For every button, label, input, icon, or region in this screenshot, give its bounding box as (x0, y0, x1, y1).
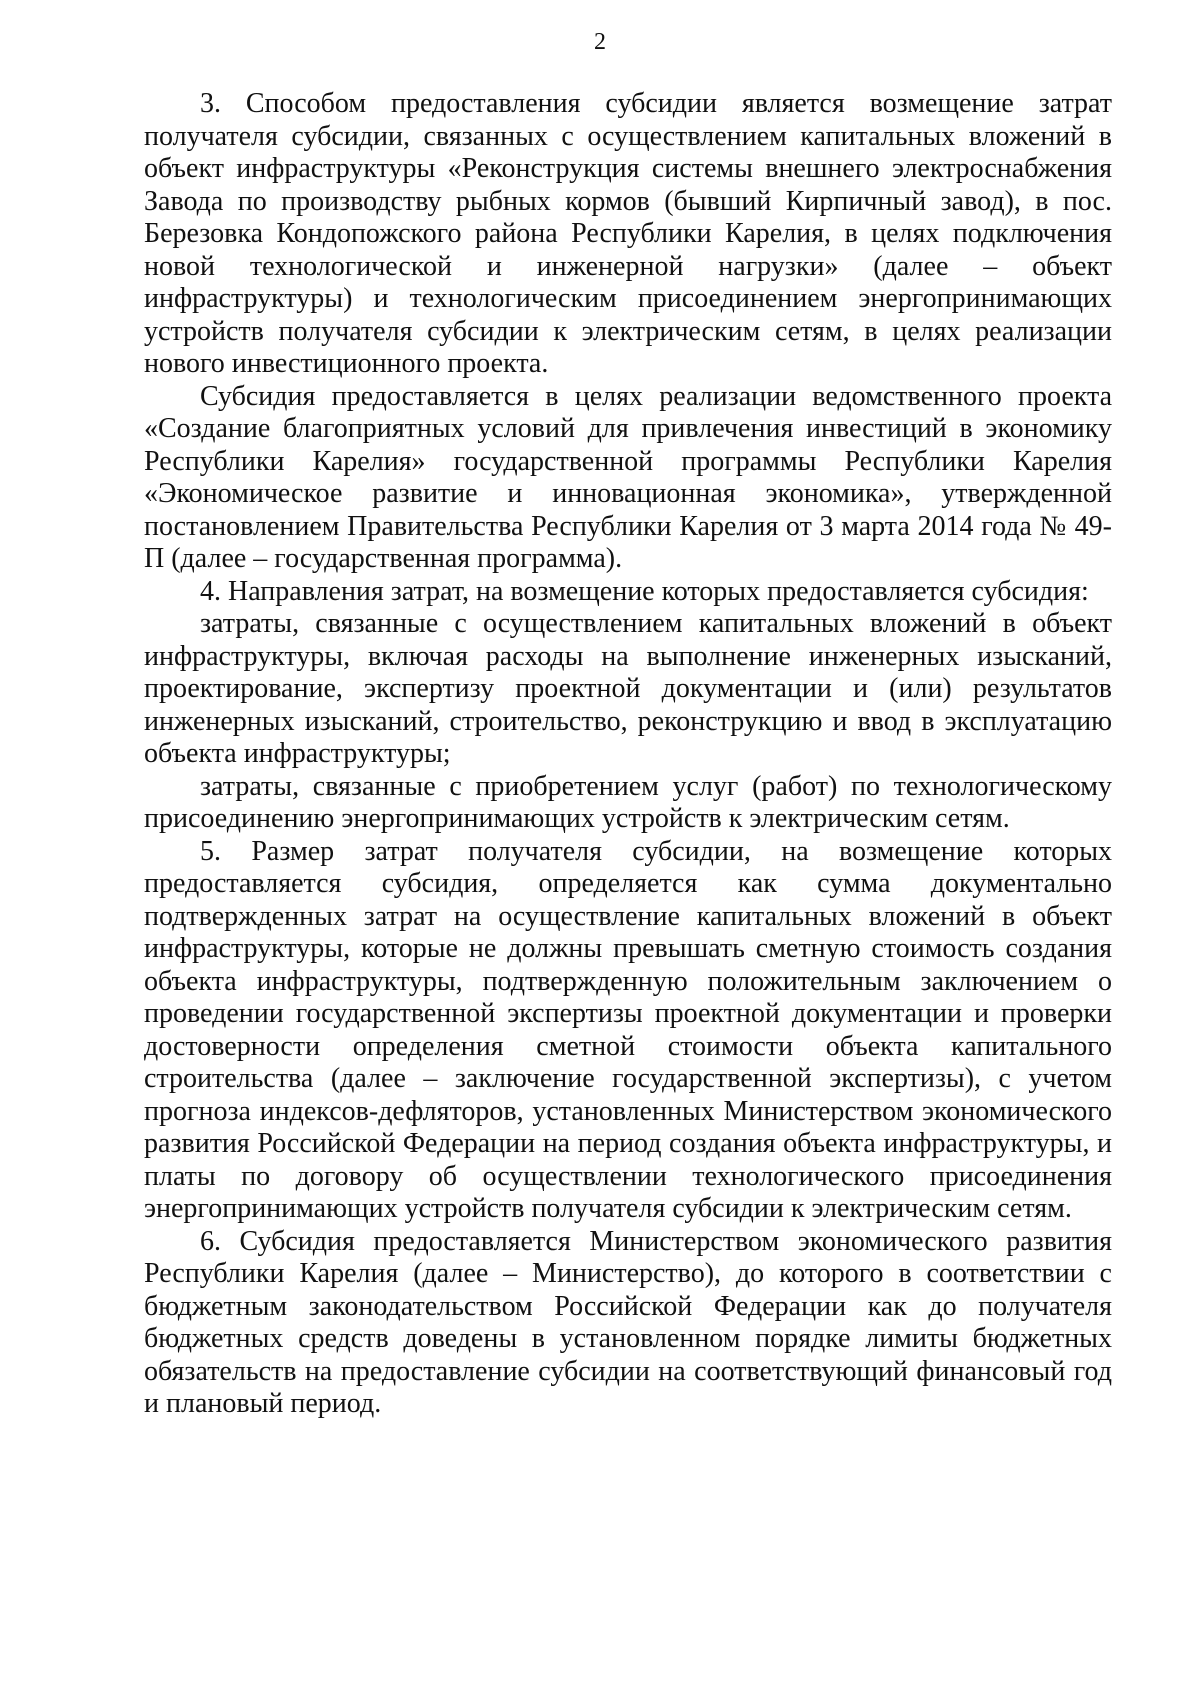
paragraph-5-amount: 5. Размер затрат получателя субсидии, на возмещение которых предоставляется субсидия, определяется как сумма документально подтвержденных затрат на осуществление капитальных вложений в объект инфраструктуры, которые не должны превышать сметную стоимость создания объекта инфраструктуры, подтвержденную положительным заключением о проведении государственной экспертизы проектной документации и проверки достоверности определения сметной стоимости объекта капитального строительства (далее – заключение государственной экспертизы), с учетом прогноза индексов-дефляторов, установленных Министерством экономического развития Российской Федерации на период создания объекта инфраструктуры, и платы по договору об осуществлении технологического присоединения энергопринимающих устройств получателя субсидии к электрическим сетям. (144, 835, 1112, 1224)
paragraph-connection-costs: затраты, связанные с приобретением услуг (работ) по технологическому присоединению энергопринимающих устройств к электрическим сетям. (144, 770, 1112, 834)
paragraph-purpose: Субсидия предоставляется в целях реализации ведомственного проекта «Создание благоприятных условий для привлечения инвестиций в экономику Республики Карелия» государственной программы Республики Карелия «Экономическое развитие и инновационная экономика», утвержденной постановлением Правительства Республики Карелия от 3 марта 2014 года № 49-П (далее – государственная программа). (144, 380, 1112, 574)
paragraph-3-method: 3. Способом предоставления субсидии является возмещение затрат получателя субсидии, связанных с осуществлением капитальных вложений в объект инфраструктуры «Реконструкция системы внешнего электроснабжения Завода по производству рыбных кормов (бывший Кирпичный завод), в пос. Березовка Кондопожского района Республики Карелия, в целях подключения новой технологической и инженерной нагрузки» (далее – объект инфраструктуры) и технологическим присоединением энергопринимающих устройств получателя субсидии к электрическим сетям, в целях реализации нового инвестиционного проекта. (144, 88, 1112, 379)
paragraph-capital-costs: затраты, связанные с осуществлением капитальных вложений в объект инфраструктуры, включая расходы на выполнение инженерных изысканий, проектирование, экспертизу проектной документации и (или) результатов инженерных изысканий, строительство, реконструкцию и ввод в эксплуатацию объекта инфраструктуры; (144, 608, 1112, 769)
document-body (144, 88, 1112, 1421)
paragraph-4-directions: 4. Направления затрат, на возмещение которых предоставляется субсидия: (200, 575, 1089, 607)
paragraph-6-ministry: 6. Субсидия предоставляется Министерством экономического развития Республики Карелия (далее – Министерство), до которого в соответствии с бюджетным законодательством Российской Федерации как до получателя бюджетных средств доведены в установленном порядке лимиты бюджетных обязательств на предоставление субсидии на соответствующий финансовый год и плановый период. (144, 1225, 1112, 1419)
page-number: 2 (594, 29, 606, 55)
